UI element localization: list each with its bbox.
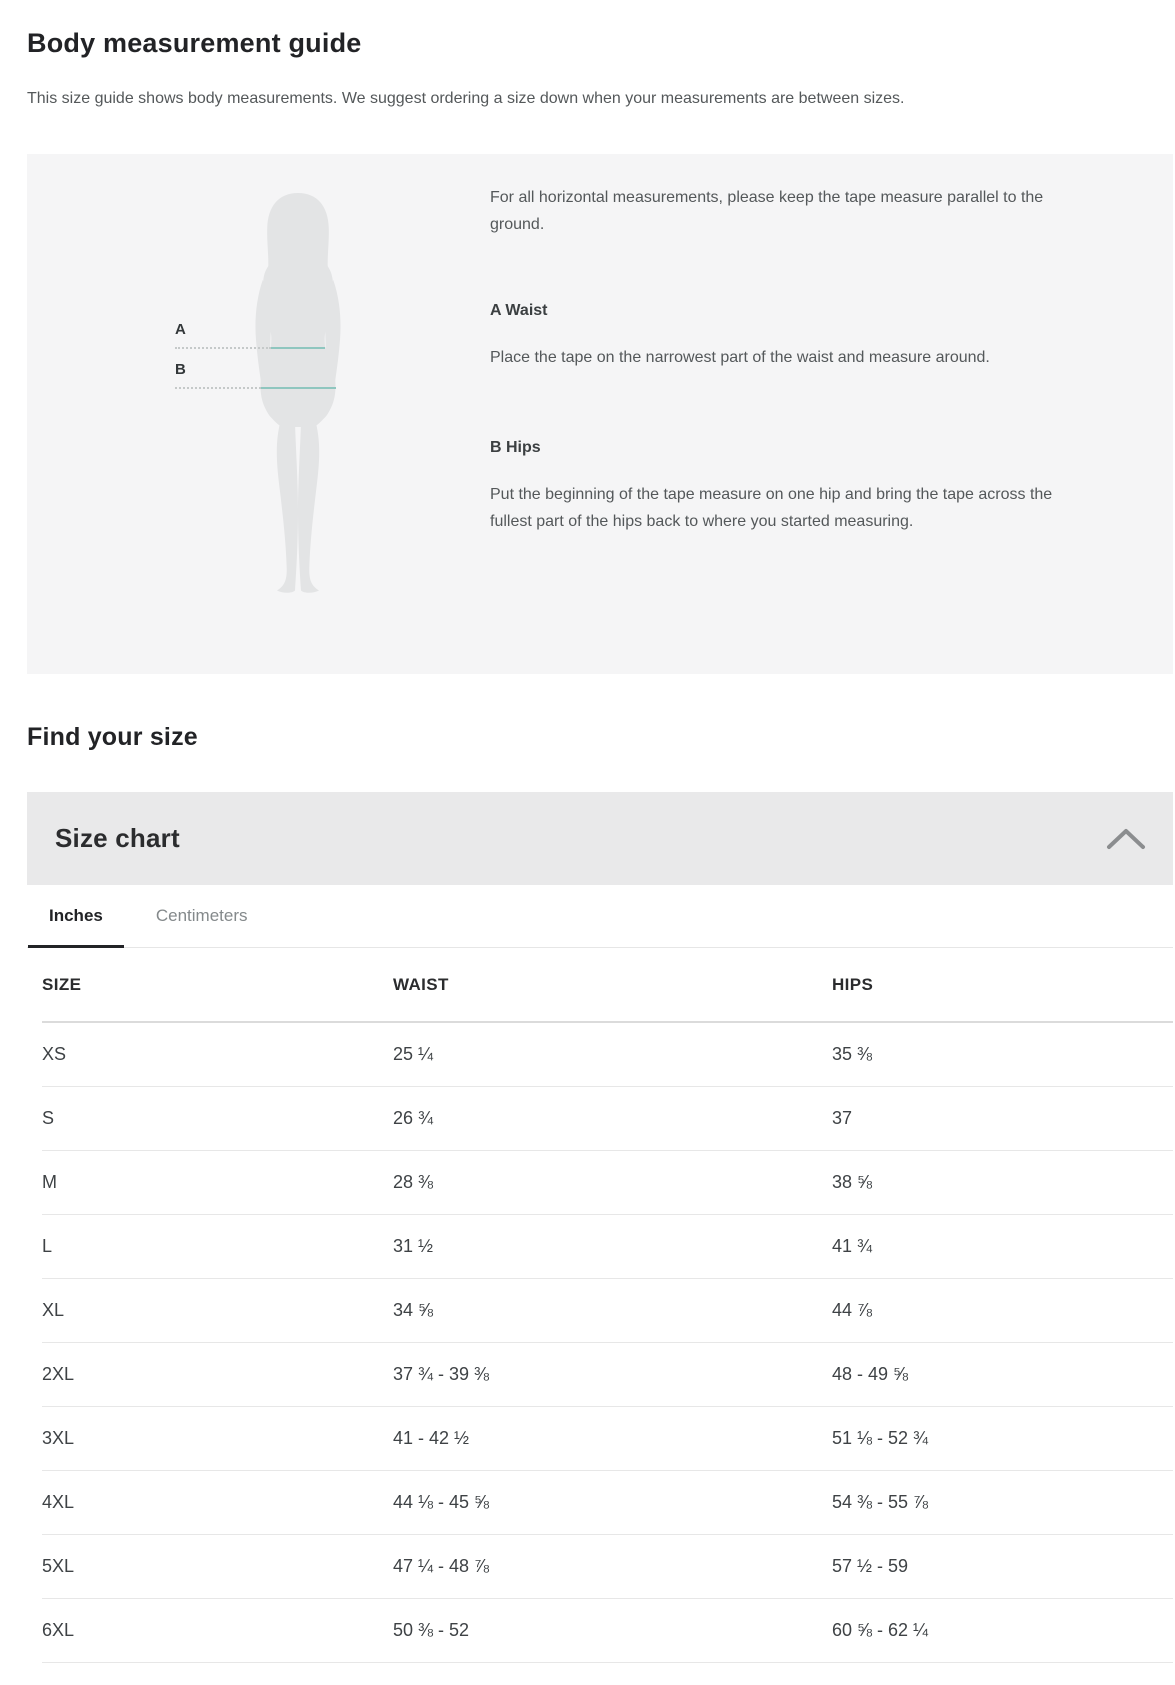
size-cell: L [42,1236,53,1256]
hips-instruction-title: B Hips [490,439,541,456]
waist-cell: 26 ¾ [393,1108,434,1128]
waist-cell: 28 ⅜ [393,1172,434,1192]
hips-cell: 38 ⅝ [832,1172,873,1192]
hips-cell: 51 ⅛ - 52 ¾ [832,1428,929,1448]
size-cell: 5XL [42,1556,75,1576]
hips-cell: 35 ⅜ [832,1044,873,1064]
size-cell: 6XL [42,1620,75,1640]
size-cell: XS [42,1044,67,1064]
hips-cell: 60 ⅝ - 62 ¼ [832,1620,929,1640]
table-row [42,1023,1173,1087]
table-row [42,1599,1173,1663]
hips-cell: 44 ⅞ [832,1300,873,1320]
size-chart-table [27,948,1173,1663]
column-header-hips: HIPS [832,974,874,994]
waist-cell: 37 ¾ - 39 ⅜ [393,1364,490,1384]
hips-instruction-text: Put the beginning of the tape measure on one hip and bring the tape across the fullest part of the hips back to where you started measuring. [490,486,1053,530]
tape-measure-note: For all horizontal measurements, please keep the tape measure parallel to the ground. [490,189,1044,233]
hips-cell: 48 - 49 ⅝ [832,1364,909,1384]
waist-cell: 47 ¼ - 48 ⅞ [393,1556,490,1576]
size-cell: S [42,1108,55,1128]
body-measurement-panel [27,154,1173,674]
table-row [42,1471,1173,1535]
female-body-silhouette-image [223,190,373,595]
table-row [42,1215,1173,1279]
hips-cell: 41 ¾ [832,1236,873,1256]
waist-cell: 34 ⅝ [393,1300,434,1320]
unit-tabs [27,885,1173,948]
hips-cell: 57 ½ - 59 [832,1556,909,1576]
table-row [42,1151,1173,1215]
waist-measure-line-dotted [175,347,271,349]
size-chart-collapse-header[interactable] [27,792,1173,885]
page-title: Body measurement guide [27,28,362,58]
table-row [42,1087,1173,1151]
size-chart-title: Size chart [55,823,180,853]
waist-cell: 41 - 42 ½ [393,1428,470,1448]
waist-instruction-title: A Waist [490,302,548,319]
table-row [42,1535,1173,1599]
waist-cell: 50 ⅜ - 52 [393,1620,470,1640]
table-row [42,1407,1173,1471]
find-your-size-heading: Find your size [27,723,198,751]
tab-inches[interactable]: Inches [28,905,124,947]
table-row [42,1279,1173,1343]
size-cell: 2XL [42,1364,75,1384]
waist-instruction-text: Place the tape on the narrowest part of the waist and measure around. [490,349,990,366]
page-intro-text: This size guide shows body measurements. We suggest ordering a size down when your measurements are between sizes. [27,90,905,107]
size-cell: M [42,1172,57,1192]
hips-cell: 37 [832,1108,853,1128]
chevron-up-icon[interactable] [1104,826,1148,852]
column-header-size: SIZE [42,974,82,994]
size-cell: 3XL [42,1428,75,1448]
column-header-waist: WAIST [393,974,449,994]
waist-cell: 44 ⅛ - 45 ⅝ [393,1492,490,1512]
size-cell: XL [42,1300,65,1320]
waist-cell: 25 ¼ [393,1044,434,1064]
table-header-row [42,948,1173,1023]
marker-letter-b: B [175,361,186,378]
hips-cell: 54 ⅜ - 55 ⅞ [832,1492,929,1512]
tab-centimeters[interactable]: Centimeters [155,906,248,925]
hips-measure-line-accent [261,387,336,389]
marker-letter-a: A [175,321,186,338]
waist-measure-line-accent [271,347,325,349]
size-cell: 4XL [42,1492,75,1512]
waist-cell: 31 ½ [393,1236,434,1256]
table-row [42,1343,1173,1407]
hips-measure-line-dotted [175,387,261,389]
